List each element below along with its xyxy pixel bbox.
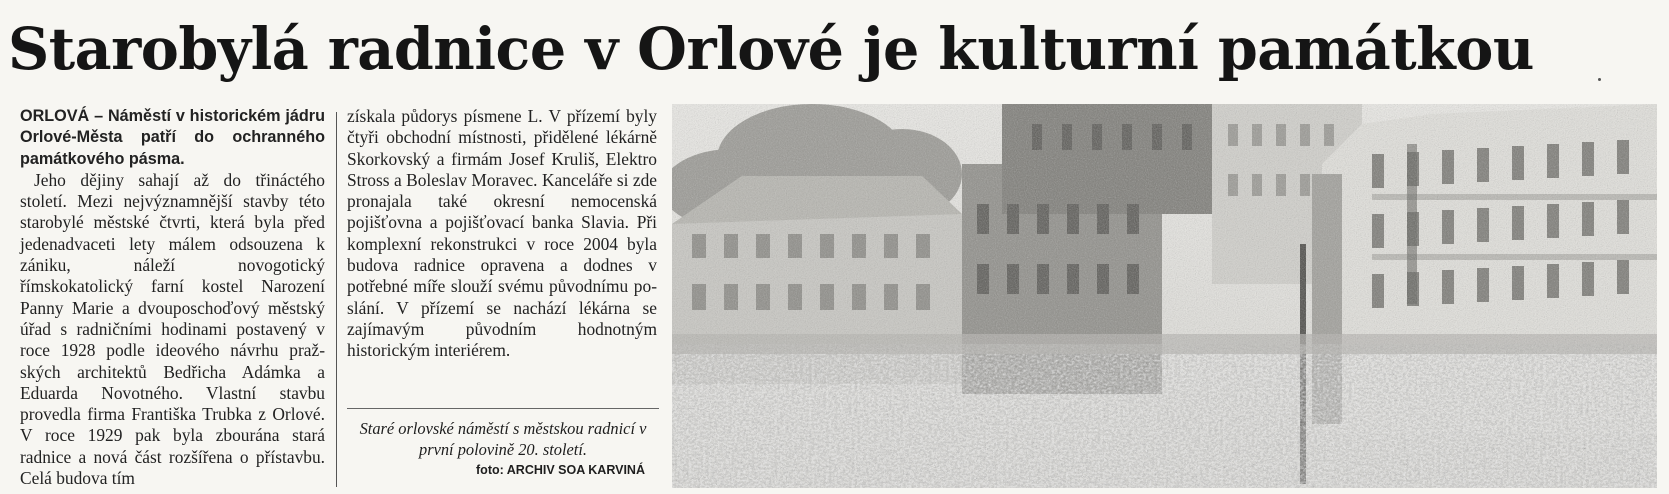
headline: Starobylá radnice v Orlové je kulturní památkou [8,15,1534,83]
print-speck [1598,78,1601,81]
body-paragraph-2: získala půdorys písmene L. V přízemí byly čtyři obchodní místnosti, přidělené lékárně Skorkovský a firmám Josef Kruliš, Elektro Stross a Boleslav Moravec. Kanceláře si zde pronajala také okresní nemocenská pojišťovna a pojišťovací banka Slavia. Při komplexní rekonstrukci v roce 2004 byla budova radnice opravena a dodnes v potřebné míře slouží svému původnímu poslání. V přízemí se nachází lékárna se zajímavým původním hodnotným historickým interiérem. [347,106,657,361]
column-divider [336,112,337,487]
photo-caption: Staré orlovské náměstí s městskou radnicí v první polovině 20. století. [359,419,647,459]
column-1 [20,106,325,489]
photo-caption-box [347,408,659,493]
body-paragraph-1: Jeho dějiny sahají až do třináctého století. Mezi nejvýznamnější stavby této starobylé městské čtvrti, která byla před jedenadvaceti lety málem odsouzena k zániku, náleží novogotický římskokatolický farní kostel Narození Panny Marie a dvouposchoďový městský úřad s radničními hodinami postavený v roce 1928 podle ideového návrhu pražských architektů Bedřicha Adámka a Eduarda Novotného. Vlastní stavbu provedla firma Františka Trubka z Orlové. V roce 1929 pak byla zbourána stará radnice a nová část rozšířena o přístavbu. Celá budova tím [20,169,325,489]
lead-paragraph: ORLOVÁ – Náměstí v historickém jádru Orlové-Města patří do ochranného památkového pásma. [20,107,325,168]
column-2 [347,106,657,362]
photo-credit: foto: ARCHIV SOA KARVINÁ [476,463,645,477]
historic-square-photo [672,104,1657,488]
